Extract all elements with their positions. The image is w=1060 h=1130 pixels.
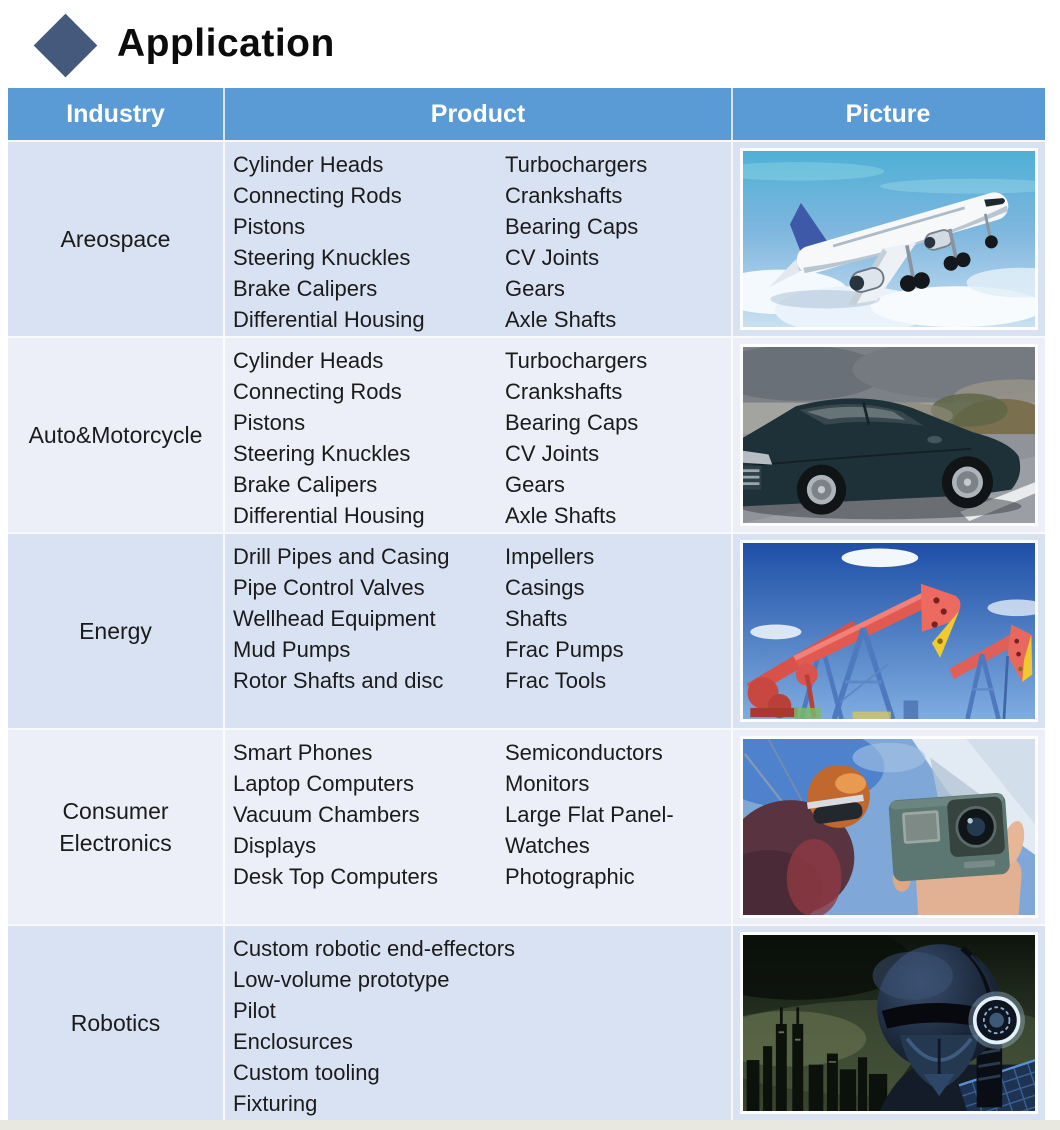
table-row-consumer-electronics: [8, 728, 1045, 924]
action-camera-illustration: [743, 739, 1035, 915]
product-item: Vacuum Chambers: [233, 802, 420, 827]
title-bar: [0, 0, 1060, 88]
product-item: CV Joints: [505, 441, 600, 466]
car-illustration: [743, 347, 1035, 523]
picture-cell: [733, 730, 1043, 924]
product-item: Photographic: [505, 864, 635, 889]
industry-cell: Areospace: [8, 142, 225, 336]
product-list-left: [233, 933, 516, 1120]
product-item: Custom tooling: [233, 1060, 380, 1085]
product-item: Turbochargers: [505, 152, 648, 177]
product-list-right: [505, 345, 731, 532]
product-item: Steering Knuckles: [233, 441, 411, 466]
product-item: Wellhead Equipment: [233, 606, 436, 631]
pumpjacks-illustration: [743, 543, 1035, 719]
product-item: Rotor Shafts and disc: [233, 668, 444, 693]
product-item: Steering Knuckles: [233, 245, 411, 270]
product-item: Frac Pumps: [505, 637, 624, 662]
robot-illustration: [743, 935, 1035, 1111]
header-picture: Picture: [845, 99, 931, 128]
product-item: Differential Housing: [233, 503, 425, 528]
product-cell: [225, 534, 733, 728]
sedan-car-photo: [740, 344, 1038, 526]
product-item: Cylinder Heads: [233, 152, 384, 177]
picture-cell: [733, 926, 1043, 1120]
product-item: Pipe Control Valves: [233, 575, 425, 600]
header-industry: Industry: [8, 88, 225, 140]
product-item: Axle Shafts: [505, 307, 617, 332]
robot-head-photo: [740, 932, 1038, 1114]
industry-cell: Robotics: [8, 926, 225, 1120]
product-item: Casings: [505, 575, 585, 600]
picture-cell: [733, 338, 1043, 532]
product-item: Connecting Rods: [233, 379, 402, 404]
industry-cell: Energy: [8, 534, 225, 728]
product-item: Low-volume prototype: [233, 967, 450, 992]
product-list-right: [505, 149, 731, 336]
product-item: Fixturing: [233, 1091, 318, 1116]
product-item: Turbochargers: [505, 348, 648, 373]
airplane-photo: [740, 148, 1038, 330]
product-item: Crankshafts: [505, 183, 623, 208]
product-item: Bearing Caps: [505, 410, 639, 435]
table-header-row: [8, 88, 1045, 140]
product-item: Watches: [505, 833, 590, 858]
table-row-aerospace: [8, 140, 1045, 336]
product-item: Gears: [505, 276, 565, 301]
product-item: Bearing Caps: [505, 214, 639, 239]
product-list-left: [233, 541, 505, 728]
product-item: Pilot: [233, 998, 276, 1023]
product-item: Gears: [505, 472, 565, 497]
picture-cell: [733, 142, 1043, 336]
product-item: Connecting Rods: [233, 183, 402, 208]
product-item: Laptop Computers: [233, 771, 414, 796]
product-list-left: [233, 149, 505, 336]
diamond-icon: [34, 14, 98, 78]
product-item: Shafts: [505, 606, 568, 631]
table-row-robotics: [8, 924, 1045, 1120]
page-title: Application: [117, 22, 335, 65]
product-list-left: [233, 345, 505, 532]
product-item: Pistons: [233, 410, 306, 435]
product-item: Semiconductors: [505, 740, 663, 765]
action-camera-photo: [740, 736, 1038, 918]
product-item: Drill Pipes and Casing: [233, 544, 450, 569]
bottom-strip: [0, 1120, 1060, 1130]
product-item: Cylinder Heads: [233, 348, 384, 373]
product-item: Smart Phones: [233, 740, 373, 765]
table-row-auto-motorcycle: [8, 336, 1045, 532]
application-table: [8, 88, 1045, 1120]
product-item: Frac Tools: [505, 668, 607, 693]
product-item: Mud Pumps: [233, 637, 351, 662]
oil-pumpjacks-photo: [740, 540, 1038, 722]
product-list-right: [505, 541, 731, 728]
industry-cell: Consumer Electronics: [8, 730, 225, 924]
product-item: Displays: [233, 833, 317, 858]
product-cell: [225, 142, 733, 336]
product-list-right: [505, 933, 731, 1120]
product-item: Brake Calipers: [233, 276, 378, 301]
product-cell: [225, 730, 733, 924]
table-row-energy: [8, 532, 1045, 728]
product-cell: [225, 338, 733, 532]
product-item: Axle Shafts: [505, 503, 617, 528]
product-item: Monitors: [505, 771, 590, 796]
airplane-illustration: [743, 151, 1035, 327]
product-item: Crankshafts: [505, 379, 623, 404]
product-item: Desk Top Computers: [233, 864, 439, 889]
product-item: Custom robotic end-effectors: [233, 936, 516, 961]
header-product: Product: [225, 88, 733, 140]
product-item: Brake Calipers: [233, 472, 378, 497]
industry-cell: Auto&Motorcycle: [8, 338, 225, 532]
product-list-right: [505, 737, 731, 924]
product-item: CV Joints: [505, 245, 600, 270]
product-item: Large Flat Panel-: [505, 802, 674, 827]
product-item: Differential Housing: [233, 307, 425, 332]
product-item: Impellers: [505, 544, 595, 569]
picture-cell: [733, 534, 1043, 728]
product-item: Pistons: [233, 214, 306, 239]
product-item: Enclosurces: [233, 1029, 353, 1054]
product-list-left: [233, 737, 505, 924]
camera: [888, 792, 1010, 882]
product-cell: [225, 926, 733, 1120]
